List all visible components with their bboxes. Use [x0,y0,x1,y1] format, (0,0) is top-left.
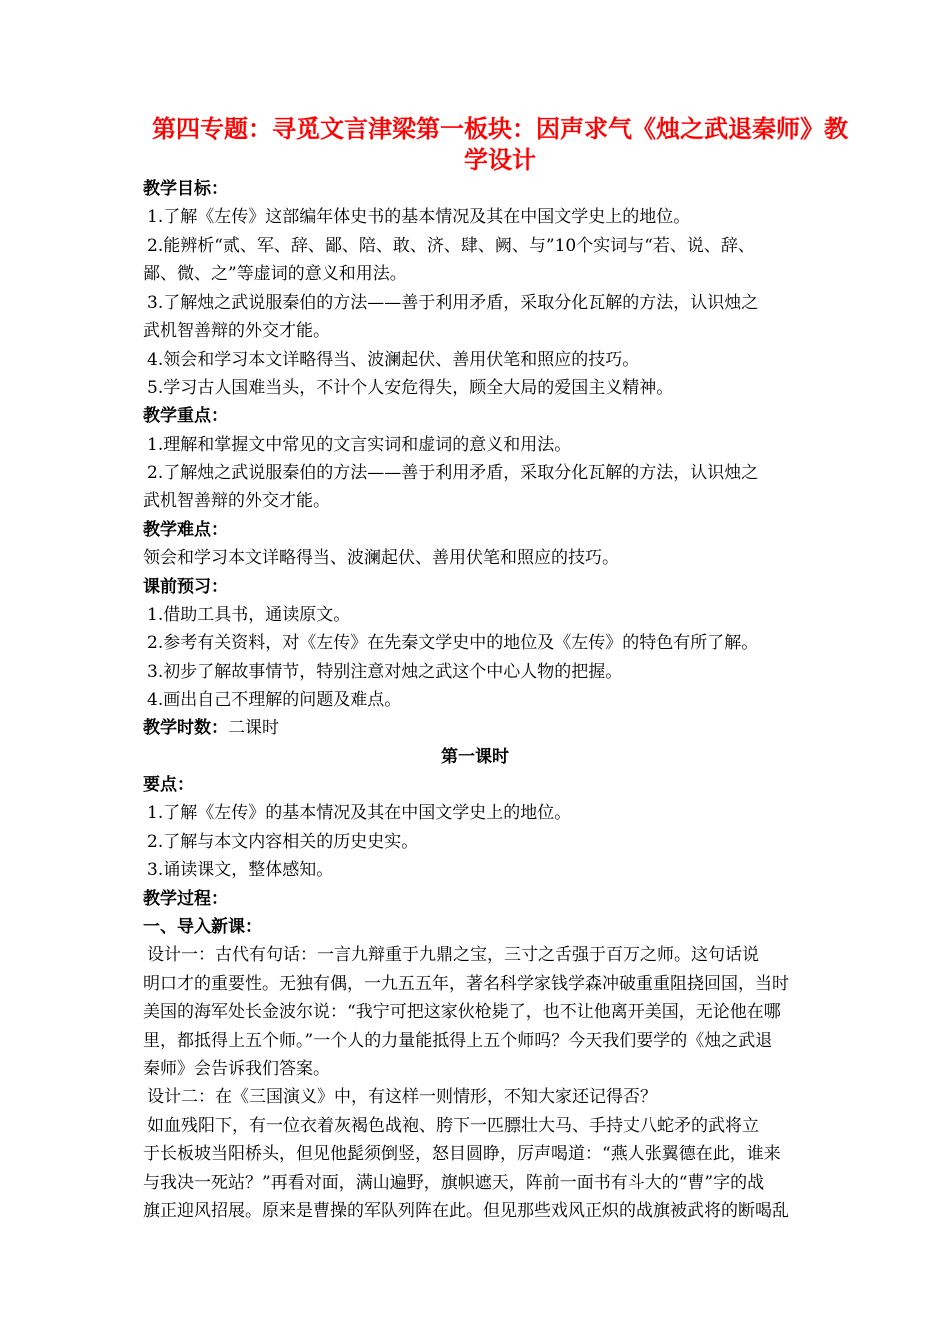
teaching-hours [143,715,853,742]
teaching-hours-label: 教学时数： [143,718,228,738]
design-one-line: 美国的海军处长金波尔说：“我宁可把这家伙枪毙了，也不让他离开美国，无论他在哪 [143,1002,781,1022]
goal-item: 4.领会和学习本文详略得当、波澜起伏、善用伏笔和照应的技巧。 [147,350,640,370]
goal-item-continued: 武机智善辩的外交才能。 [143,321,330,341]
goal-item: 5.学习古人国难当头，不计个人安危得失，顾全大局的爱国主义精神。 [147,378,674,398]
design-two-line: 设计二：在《三国演义》中，有这样一则情形，不知大家还记得否？ [147,1087,657,1107]
keypoint-item: 1.理解和掌握文中常见的文言实词和虚词的意义和用法。 [147,435,572,455]
preview-item: 3.初步了解故事情节，特别注意对烛之武这个中心人物的把握。 [147,662,623,682]
difficulties-text: 领会和学习本文详略得当、波澜起伏、善用伏笔和照应的技巧。 [143,548,619,568]
design-one-line: 明口才的重要性。无独有偶，一九五五年，著名科学家钱学森冲破重重阻挠回国，当时 [143,974,789,994]
design-one-line: 里，都抵得上五个师。”一个人的力量能抵得上五个师吗？今天我们要学的《烛之武退 [143,1031,773,1051]
document-title: 第四专题：寻觅文言津梁第一板块：因声求气《烛之武退秦师》教学设计 [152,115,848,174]
lesson-point-item: 3.诵读课文，整体感知。 [147,860,334,880]
preview-item: 1.借助工具书，通读原文。 [147,605,351,625]
goal-item: 2.能辨析“贰、军、辞、鄙、陪、敢、济、肆、阙、与”10个实词与“若、说、辞、 [147,236,755,256]
story-line: 于长板坡当阳桥头，但见他髭须倒竖，怒目圆睁，厉声喝道：“燕人张翼德在此，谁来 [143,1144,781,1164]
lesson-point-item: 2.了解与本文内容相关的历史史实。 [147,832,419,852]
goals-heading: 教学目标： [143,179,228,199]
preview-heading: 课前预习： [143,577,228,597]
keypoint-item-continued: 武机智善辩的外交才能。 [143,491,330,511]
lesson-points-heading: 要点： [143,775,194,795]
goal-item: 3.了解烛之武说服秦伯的方法——善于利用矛盾，采取分化瓦解的方法，认识烛之 [147,293,759,313]
design-one-line: 秦师》会告诉我们答案。 [143,1059,330,1079]
story-line: 旗正迎风招展。原来是曹操的军队列阵在此。但见那些戏风正炽的战旗被武将的断喝乱 [143,1201,789,1221]
intro-heading: 一、导入新课： [143,917,262,937]
lesson-title: 第一课时 [441,747,509,767]
keypoints-heading: 教学重点： [143,406,228,426]
process-heading: 教学过程： [143,889,228,909]
lesson-point-item: 1.了解《左传》的基本情况及其在中国文学史上的地位。 [147,803,572,823]
story-line: 与我决一死站？”再看对面，满山遍野，旗帜遮天，阵前一面书有斗大的“曹”字的战 [143,1173,765,1193]
goal-item-continued: 鄙、微、之”等虚词的意义和用法。 [143,264,407,284]
preview-item: 4.画出自己不理解的问题及难点。 [147,690,402,710]
teaching-hours-value: 二课时 [228,718,279,738]
design-one-line: 设计一：古代有句话：一言九辩重于九鼎之宝，三寸之舌强于百万之师。这句话说 [147,945,759,965]
story-line: 如血残阳下，有一位衣着灰褐色战袍、胯下一匹膘壮大马、手持丈八蛇矛的武将立 [147,1116,759,1136]
keypoint-item: 2.了解烛之武说服秦伯的方法——善于利用矛盾，采取分化瓦解的方法，认识烛之 [147,463,759,483]
goal-item: 1.了解《左传》这部编年体史书的基本情况及其在中国文学史上的地位。 [147,207,691,227]
preview-item: 2.参考有关资料，对《左传》在先秦文学史中的地位及《左传》的特色有所了解。 [147,633,759,653]
difficulties-heading: 教学难点： [143,520,228,540]
